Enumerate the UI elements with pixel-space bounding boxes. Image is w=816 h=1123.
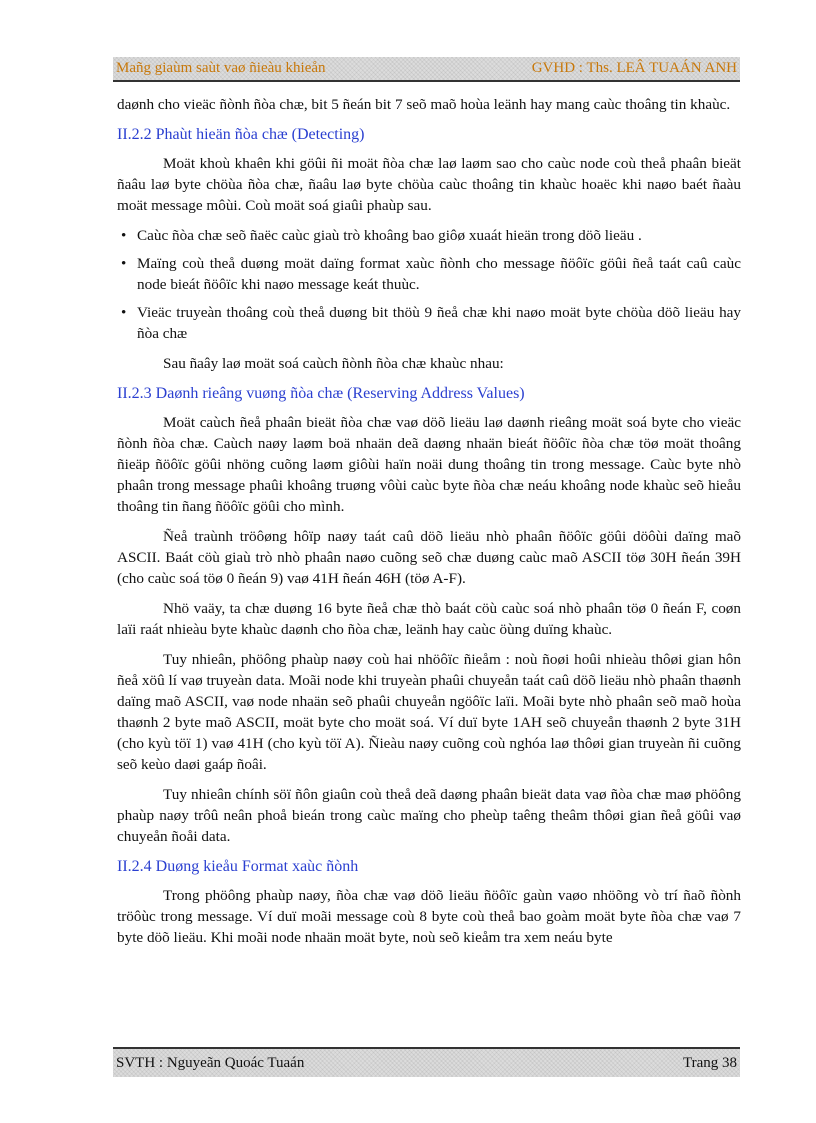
paragraph: Sau ñaây laø moät soá caùch ñònh ñòa chæ khaùc nhau: (163, 355, 504, 372)
paragraph: Moät caùch ñeå phaân bieät ñòa chæ vaø döõ lieäu laø daønh rieâng moät soá byte cho vieäc ñònh ñòa chæ. Caùch naøy laøm boä nhaän deã daøng nhaän bieát ñöôïc ñòa chæ töø moät thoâng ñieäp ñöôïc göûi nhöng cuõng laøm giôùi haïn noäi dung thoâng tin trong message. Caùc byte nhò phaân trong message phaûi khoâng truøng vôùi caùc byte ñòa chæ neáu khoâng node khaùc seõ hieåu thoâng tin ñang ñöôïc göûi cho mình. (117, 414, 741, 515)
intro-paragraph: daønh cho vieäc ñònh ñòa chæ, bit 5 ñeán bit 7 seõ maõ hoùa leänh hay mang caùc thoâng tin khaùc. (117, 96, 731, 113)
bullet-item: • Caùc ñòa chæ seõ ñaëc caùc giaù trò khoâng bao giôø xuaát hieän trong döõ lieäu . (121, 227, 642, 244)
document-body (117, 94, 741, 957)
paragraph: Ñeå traùnh tröôøng hôïp naøy taát caû döõ lieäu nhò phaân ñöôïc göûi döôùi daïng maõ ASCII. Baát cöù giaù trò nhò phaân naøo cuõng seõ chæ duøng caùc maõ ASCII töø 30H ñeán 39H (cho caùc soá töø 0 ñeán 9) vaø 41H ñeán 46H (töø A-F). (117, 528, 741, 587)
bullet-icon: • (121, 227, 127, 244)
section-heading-format: II.2.4 Duøng kieåu Format xaùc ñònh (117, 858, 359, 875)
paragraph: Tuy nhieân, phöông phaùp naøy coù hai nhöôïc ñieåm : noù ñoøi hoûi nhieàu thôøi gian hôn ñeå xöû lí vaø truyeàn data. Moãi node khi truyeàn phaûi chuyeån taát caû döõ lieäu nhò phaân thaønh daïng maõ ASCII, vaø node nhaän seõ phaûi chuyeån ngöôïc laïi. Moãi byte nhò phaân seõ maõ hoùa thaønh 2 byte maõ ASCII, moät byte cho moät soá. Ví duï byte 1AH seõ chuyeån thaønh 2 byte 31H (cho kyù töï 1) vaø 41H (cho kyù töï A). Ñieàu naøy cuõng coù nghóa laø thôøi gian truyeàn ñi cuõng seõ keùo daøi gaáp ñoâi. (117, 651, 741, 773)
header-course-title: Mañg giaùm saùt vaø ñieàu khieån (116, 60, 326, 76)
bullet-item: • Maïng coù theå duøng moät daïng format xaùc ñònh cho message ñöôïc göûi ñeå taát caû caùc node bieát ñöôïc khi naøo message keát thuùc. (121, 255, 741, 293)
paragraph: Tuy nhieân chính söï ñôn giaûn coù theå deã daøng phaân bieät data vaø ñòa chæ maø phöông phaùp naøy trôû neân phoå bieán trong caùc maïng cho pheùp taêng theâm thôøi gian ñeå göûi vaø chuyeån ñoåi data. (117, 786, 741, 845)
bullet-item: • Vieäc truyeàn thoâng coù theå duøng bit thöù 9 ñeå chæ khi naøo moät byte chöùa döõ lieäu hay ñòa chæ (121, 304, 741, 342)
bullet-icon: • (121, 304, 127, 321)
paragraph: Nhö vaäy, ta chæ duøng 16 byte ñeå chæ thò baát cöù caùc soá nhò phaân töø 0 ñeán F, coøn laïi raát nhieàu byte khaùc daønh cho ñòa chæ, leänh hay caùc öùng duïng khaùc. (117, 600, 741, 638)
paragraph: Moät khoù khaên khi göûi ñi moät ñòa chæ laø laøm sao cho caùc node coù theå phaân bieät ñaâu laø byte chöùa ñòa chæ, ñaâu laø byte chöùa caùc thoâng tin khaùc hoaëc khi naøo baét ñaàu moät message môùi. Coù moät soá giaûi phaùp sau. (117, 155, 741, 214)
page-footer (113, 1047, 740, 1077)
bullet-list (117, 225, 741, 344)
bullet-icon: • (121, 255, 127, 272)
page-number: Trang 38 (682, 1054, 737, 1071)
section-heading-reserving: II.2.3 Daønh rieâng vuøng ñòa chæ (Reserving Address Values) (117, 385, 525, 402)
footer-student: SVTH : Nguyeãn Quoác Tuaán (116, 1054, 305, 1071)
page-header (113, 57, 740, 82)
paragraph: Trong phöông phaùp naøy, ñòa chæ vaø döõ lieäu ñöôïc gaùn vaøo nhöõng vò trí ñaõ ñònh tröôùc trong message. Ví duï moãi message coù 8 byte coù theå bao goàm moät byte ñòa chæ vaø 7 byte döõ lieäu. Khi moãi node nhaän moät byte, noù seõ kieåm tra xem neáu byte (117, 887, 741, 946)
section-heading-detecting: II.2.2 Phaùt hieän ñòa chæ (Detecting) (117, 126, 365, 143)
header-instructor: GVHD : Ths. LEÂ TUAÁN ANH (531, 60, 737, 76)
